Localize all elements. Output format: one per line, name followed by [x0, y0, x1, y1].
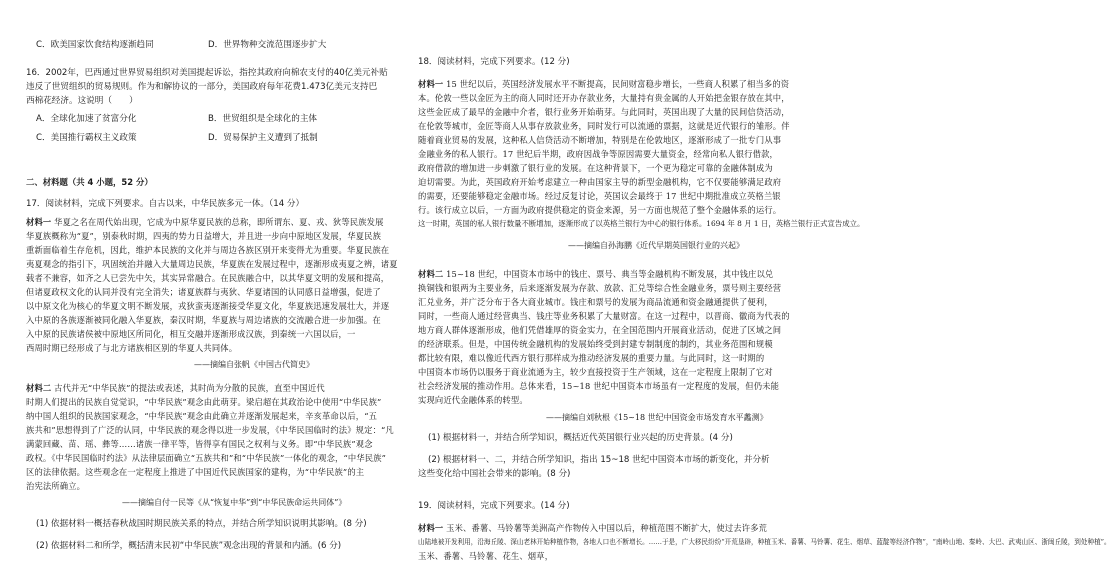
right-column: [418, 0, 1111, 561]
q18-material1-line: 本。伦敦一些以金匠为主的商人同时还开办存款业务，大量持有贵金属的人开始把金银存放在其中，: [418, 93, 790, 103]
q18-material2-line: 社会经济发展的推动作用。总体来看，15~18 世纪中国资本市场虽有一定程度的发展，但仍未能: [418, 381, 780, 391]
q18-material2-line: 实现向近代金融体系的转型。: [418, 395, 528, 405]
q18-material2-line: 中国资本市场仍以服务于商业流通为主，较少直接投资于生产领域，这在一定程度上限制了它对: [418, 367, 773, 377]
q17-material2-line: 材料二 古代并无“中华民族”的提法或表述，其时尚为分散的民族，直至中国近代: [26, 383, 325, 393]
q16-stem-line: 西棉花经济。这说明（ ）: [26, 96, 138, 106]
q16-stem-line: 16．2002年，巴西通过世界贸易组织对美国提起诉讼，指控其政府向棉农支付的40亿美元补贴: [26, 68, 388, 78]
q15-option-c: C．欧美国家饮食结构逐渐趋同: [36, 40, 154, 50]
material-label: 材料一: [26, 217, 52, 227]
q18-requirement-2-line: 这些变化给中国社会带来的影响。(8 分): [418, 469, 571, 479]
material-label: 材料二: [418, 269, 444, 279]
q19-material1-line: 玉米、番薯、马铃薯、花生、烟草，: [418, 551, 554, 561]
q18-material1-line: 材料一 15 世纪以后，英国经济发展水平不断提高，民间财富稳步增长，一些商人积累了相当多的资: [418, 79, 790, 89]
q16-option-d: D．贸易保护主义遭到了抵制: [208, 133, 318, 143]
q16-option-c: C．美国推行霸权主义政策: [36, 133, 137, 143]
q17-material1-line: 重新面临着生存危机，因此，维护本民族的文化并与周边各族区别开来变得尤为重要。华夏民族在: [26, 245, 390, 255]
q18-material1-line: 这些金匠成了最早的金融中介者，银行业务开始萌芽。与此同时，英国出现了大量的民间信贷活动，: [418, 107, 790, 117]
material-label: 材料二: [26, 383, 52, 393]
q15-option-d: D．世界物种交流范围逐步扩大: [208, 40, 327, 50]
q18-material1-line: 随着商业贸易的发展，这种私人信贷活动不断增加，特别是在伦敦地区，逐渐形成了一批专门从事: [418, 135, 782, 145]
q17-material2-line: 族共和”思想得到了广泛的认同，中华民族的观念得以进一步发展，《中华民国临时约法》规定：“凡: [26, 425, 394, 435]
q18-requirement-2-line: (2) 根据材料一、二，并结合所学知识，指出 15~18 世纪中国资本市场的新变化，并分析: [428, 455, 770, 465]
q18-material1-line: 在伦敦等城市，金匠等商人从事存放款业务，同时发行可以流通的票据，这就是近代银行的雏形。伴: [418, 121, 790, 131]
q17-material1-line: 但诸夏政权文化的认同并没有完全消失；诸夏族群与夷狄、华夏诸国的认同感日益增强，促进了: [26, 287, 381, 297]
q18-material1-line: 迫切需要。为此，英国政府开始考虑建立一种由国家主导的新型金融机构，它不仅要能够满足政府: [418, 177, 782, 187]
q18-material2-line: 换铜钱和银两为主要业务，后来逐渐发展为存款、放款、汇兑等综合性金融业务，票号则主要经营: [418, 283, 782, 293]
q18-material2-line: 都比较有限，难以像近代西方银行那样成为推动经济发展的重要力量。与此同时，这一时期的: [418, 353, 765, 363]
material-label: 材料一: [418, 79, 444, 89]
material-label: 材料一: [418, 523, 444, 533]
q17-material2-line: 政权。《中华民国临时约法》从法律层面确立“五族共和”和“中华民族”一体化的观念，“中华民族”: [26, 453, 387, 463]
q18-material2-source: ——摘编自刘秋根《15~18 世纪中国资金市场发育水平蠡测》: [546, 413, 768, 422]
q19-stem: 19．阅读材料，完成下列要求。(14 分): [418, 501, 570, 511]
q16-option-a: A．全球化加速了贫富分化: [36, 114, 137, 124]
q17-material2-line: 治宪法所确立。: [26, 481, 86, 491]
left-column: [26, 0, 398, 560]
q17-material1-line: 入中原的民族诸侯被中原地区所同化，相互交融并逐渐形成汉族，到秦统一六国以后，一: [26, 329, 356, 339]
q17-stem: 17．阅读材料，完成下列要求。自古以来，中华民族多元一体。（14 分）: [26, 199, 305, 209]
q17-material1-line: 西周时期已经形成了与北方诸族相区别的华夏人共同体。: [26, 343, 238, 353]
q17-material1-line: 入中原的各族逐渐被同化融入华夏族，秦汉时期，华夏族与周边诸族的交流融合进一步加强。在: [26, 315, 381, 325]
q17-material2-line: 满蒙回藏、苗、瑶、彝等……诸族一律平等，皆得享有国民之权利与义务。即“中华民族”观念: [26, 439, 373, 449]
q16-option-b: B．世贸组织是全球化的主体: [208, 114, 318, 124]
q18-requirement-1: (1) 根据材料一，并结合所学知识，概括近代英国银行业兴起的历史背景。(4 分): [428, 433, 733, 443]
q18-material2-line: 同时，一些商人通过经营典当、钱庄等业务积累了大量财富。在这一过程中，以晋商、徽商为代表的: [418, 311, 790, 321]
q18-material1-line: 行。该行成立以后，一方面为政府提供稳定的资金来源，另一方面也规范了整个金融体系的运行。: [418, 205, 782, 215]
q18-material1-line: 的需要，还要能够稳定金融市场。经过反复讨论，英国议会最终于 17 世纪中期批准成立英格兰银: [418, 191, 781, 201]
section-title: 二、材料题（共 4 小题，52 分）: [26, 177, 153, 187]
q18-material1-line: 这一时期，英国的私人银行数量不断增加，逐渐形成了以英格兰银行为中心的银行体系。1694 年 8 月 1 日，英格兰银行正式宣告成立。: [418, 219, 865, 228]
q17-material1-line: 华夏族概称为“夏”，别泰秋时期，四夷的势力日益增大，并且进一步向中原地区发展，华夏民族: [26, 231, 382, 241]
q17-material2-line: 区的法律依据。这些观念在一定程度上推进了中国近代民族国家的建构，为“中华民族”的主: [26, 467, 365, 477]
q19-material1-line: 山陆地被开发利用，沿海丘陵、深山老林开始种植作物，各地人口也不断增长。……于是，广大移民纷纷“开荒垦辟，种植玉米、番薯、马铃薯、花生、烟草、蓝靛等经济作物”，“南岭山地、秦岭、大巴、武夷山区、浙闽丘陵，到处种植”。: [418, 538, 1111, 546]
q18-material2-line: 汇兑业务，并广泛分布于各大商业城市。钱庄和票号的发展为商品流通和资金融通提供了便利，: [418, 297, 773, 307]
q18-material2-line: 材料二 15~18 世纪，中国资本市场中的钱庄、票号、典当等金融机构不断发展，其中钱庄以兑: [418, 269, 774, 279]
q18-material2-line: 的经济联系。但是，中国传统金融机构的发展始终受到封建专制制度的制约，其业务范围和规模: [418, 339, 773, 349]
q18-material1-line: 政府借款的增加进一步刺激了银行业的发展。在这种背景下，一个更为稳定可靠的金融体制成为: [418, 163, 773, 173]
q17-material1-line: 夷夏观念的指引下，巩固统治并融入大量周边民族，华夏族在发展过程中，逐渐形成夷夏之辨，诸夏: [26, 259, 398, 269]
q18-stem: 18．阅读材料，完成下列要求。(12 分): [418, 57, 570, 67]
q17-material2-line: 时期人们提出的民族自觉觉识，“中华民族”观念由此萌芽。梁启超在其政治论中使用“中华民族”: [26, 397, 382, 407]
q17-material1-line: 载者不兼容，如齐之人已尝先中矢，其实异常融合。在民族融合中，以其华夏文明的发展和提高，: [26, 273, 390, 283]
q17-material1-line: 以中原文化为核心的华夏文明不断发展，戎狄蛮夷逐渐接受华夏文化，华夏族迅速发展壮大，并逐: [26, 301, 390, 311]
q19-material1-line: 材料一 玉米、番薯、马铃薯等美洲高产作物传入中国以后，种植范围不断扩大，使过去许多荒: [418, 523, 768, 533]
q17-material2-line: 纳中国人组织的民族国家观念，“中华民族”观念由此确立并逐渐发展起来，辛亥革命以后，“五: [26, 411, 378, 421]
q18-material2-line: 地方商人群体逐渐形成，他们凭借雄厚的资金实力，在全国范围内开展商业活动，促进了区域之间: [418, 325, 782, 335]
q17-requirement-1: (1) 依据材料一概括春秋战国时期民族关系的特点，并结合所学知识说明其影响。(8 分): [36, 519, 367, 529]
q17-requirement-2: (2) 依据材料二和所学，概括清末民初“中华民族”观念出现的背景和内涵。(6 分): [36, 541, 342, 551]
q18-material1-source: ——摘编自孙海鹏《近代早期英国银行业的兴起》: [568, 241, 744, 250]
q16-stem-line: 违反了世贸组织的贸易规则。作为和解协议的一部分，美国政府每年花费1.473亿美元支持巴: [26, 82, 378, 92]
q17-material1-source: ——摘编自张帆《中国古代简史》: [194, 360, 314, 369]
q18-material1-line: 金融业务的私人银行。17 世纪后半期，政府因战争等原因需要大量资金，经常向私人银行借款，: [418, 149, 778, 159]
q17-material1-line: 材料一 华夏之名在周代始出现，它成为中原华夏民族的总称，即所谓东、夏、戎、狄等民族发展: [26, 217, 384, 227]
q17-material2-source: ——摘编自付一民等《从“恢复中华”到“中华民族命运共同体”》: [122, 498, 347, 507]
